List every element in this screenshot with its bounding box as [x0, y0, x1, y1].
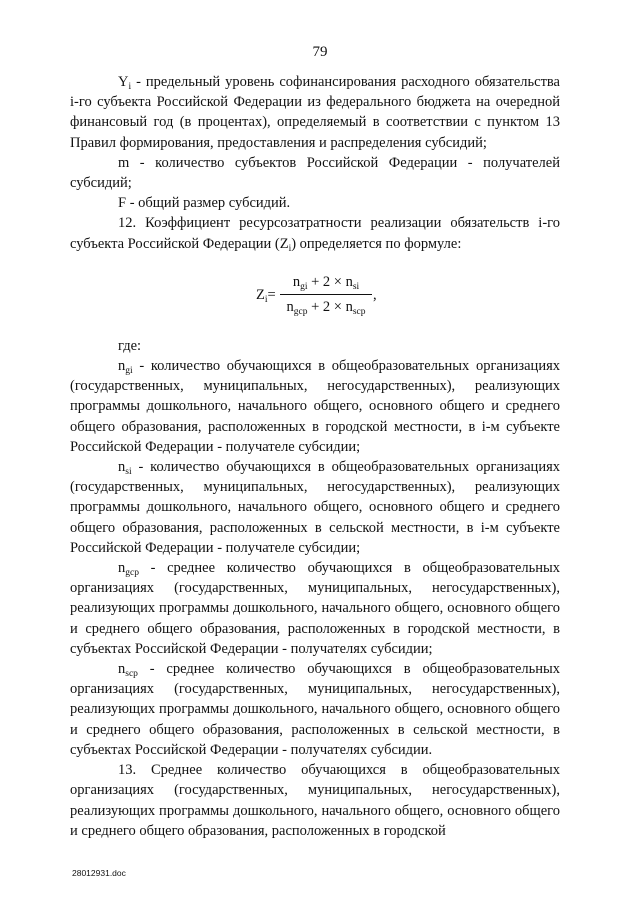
formula-lhs: $Z_i=$	[256, 286, 276, 305]
formula-denominator: $n_{gcp} + 2 \times n_{scp}$	[286, 299, 366, 318]
formula-comma: ,	[373, 286, 377, 303]
formula-numerator: $n_{gi} + 2 \times n_{si}$	[292, 273, 360, 292]
paragraph-f-definition: F - общий размер субсидий.	[118, 195, 291, 212]
definition-n-gi: $n_{gi}$ - количество обучающихся в общеобразовательных организациях (государственных, муниципальных, негосударственных), реализующих программы дошкольного, начального общего, основного общего и среднего общего образования, расположенных в городской местности, в i-м субъекте Российской Федерации - получателе субсидии;	[70, 358, 560, 455]
page-number: 79	[312, 44, 328, 60]
paragraph-y-definition: $Y_i$ - предельный уровень софинансирования расходного обязательства i-го субъекта Российской Федерации из федерального бюджета на очередной финансовый год (в процентах), определяемый в соответствии с пунктом 13 Правил формирования, предоставления и распределения субсидий;	[70, 74, 560, 151]
paragraph-12: 12. Коэффициент ресурсозатратности реализации обязательств i-го субъекта Российской Федерации $(Z_i)$ определяется по формуле:	[70, 215, 560, 254]
where-label: где:	[118, 337, 142, 354]
document-body	[70, 72, 560, 841]
paragraph-13: 13. Среднее количество обучающихся в общеобразовательных организациях (государственных, муниципальных, негосударственных), реализующих программы дошкольного, начального общего, основного общего и среднего общего образования, расположенных в городской	[70, 762, 560, 839]
paragraph-m-definition: m - количество субъектов Российской Федерации - получателей субсидий;	[70, 154, 560, 192]
formula-fraction	[280, 272, 372, 317]
definition-n-scp: $n_{scp}$ - среднее количество обучающихся в общеобразовательных организациях (государственных, муниципальных, негосударственных), реализующих программы дошкольного, начального общего, основного общего и среднего общего образования, расположенных в сельской местности, в субъектах Российской Федерации - получателях субсидии.	[70, 661, 560, 758]
definition-n-gcp: $n_{gcp}$ - среднее количество обучающихся в общеобразовательных организациях (государственных, муниципальных, негосударственных), реализующих программы дошкольного, начального общего, основного общего и среднего общего образования, расположенных в городской местности, в субъектах Российской Федерации - получателях субсидии;	[70, 560, 561, 657]
definition-n-si: $n_{si}$ - количество обучающихся в общеобразовательных организациях (государственных, муниципальных, негосударственных), реализующих программы дошкольного, начального общего, основного общего и среднего общего образования, расположенных в сельской местности, в i-м субъекте Российской Федерации - получателе субсидии;	[70, 459, 560, 556]
footer-filename: 28012931.doc	[72, 868, 126, 878]
formula-z	[70, 268, 560, 324]
